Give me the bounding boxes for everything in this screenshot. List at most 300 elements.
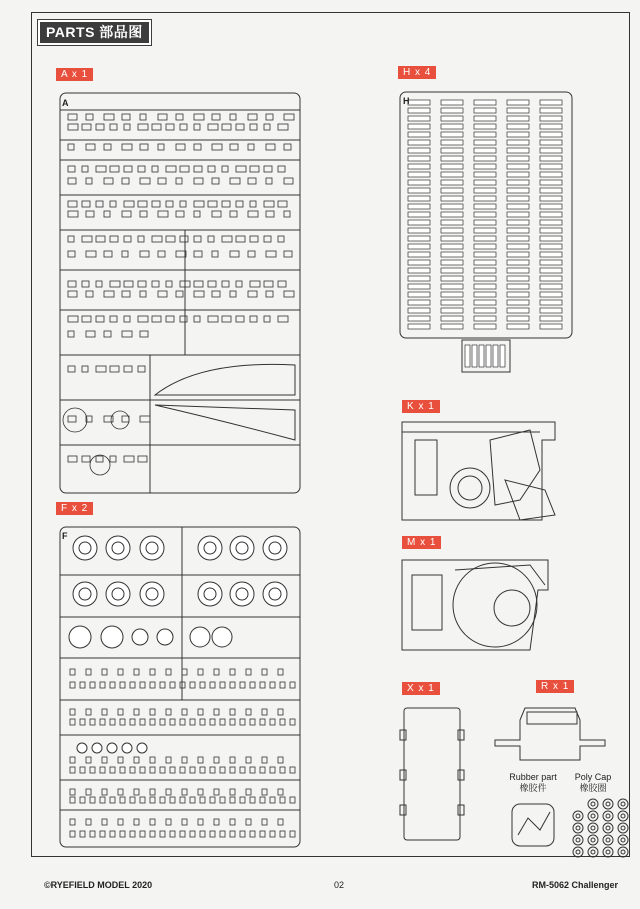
track-link — [441, 300, 463, 305]
sprue-m-frame — [402, 560, 548, 650]
sprue-a-part — [180, 166, 189, 172]
sprue-f-part — [182, 789, 187, 795]
sprue-f-part — [270, 797, 275, 803]
track-link — [474, 132, 496, 137]
sprue-f-part — [250, 682, 255, 688]
sprue-f-part — [230, 767, 235, 773]
track-link — [408, 268, 430, 273]
sprue-a-part — [236, 316, 244, 322]
sprue-a-part — [152, 166, 158, 172]
road-wheel-hub — [112, 542, 124, 554]
sprue-f-part — [150, 789, 155, 795]
sprue-a-part — [264, 236, 271, 242]
idler-ring — [190, 627, 210, 647]
road-wheel-hub — [236, 542, 248, 554]
sprue-f-part — [200, 719, 205, 725]
sprue-f-part — [230, 709, 235, 715]
poly-cap-hole — [621, 826, 625, 830]
sprue-a-part — [152, 236, 162, 242]
poly-cap-label: Poly Cap 橡胶圈 — [574, 772, 612, 793]
sprue-a-part — [222, 124, 231, 130]
sprue-h-qty: H x 4 — [398, 66, 436, 79]
sprue-f-part — [80, 831, 85, 837]
sprue-f-letter: F — [62, 531, 68, 541]
sprue-a-qty: A x 1 — [56, 68, 93, 81]
track-link — [540, 220, 562, 225]
sprue-f-part — [100, 797, 105, 803]
track-link — [408, 212, 430, 217]
track-link — [441, 292, 463, 297]
sprue-a-part — [180, 124, 187, 130]
track-link — [408, 276, 430, 281]
small-wheel — [77, 743, 87, 753]
sprue-a-part — [230, 251, 239, 257]
sprue-a-part — [284, 211, 290, 217]
sprue-f-part — [278, 789, 283, 795]
sprue-a-part — [152, 281, 159, 287]
sprue-a-part — [96, 316, 104, 322]
sprue-f-qty: F x 2 — [56, 502, 93, 515]
sprue-a-part — [82, 236, 92, 242]
sprue-f-part — [260, 767, 265, 773]
sprue-f-part — [70, 757, 75, 763]
sprue-f-part — [70, 767, 75, 773]
sprue-a-part — [68, 178, 76, 184]
track-link — [474, 236, 496, 241]
sprue-a-parts — [63, 114, 294, 475]
track-link — [441, 316, 463, 321]
sprue-f-part — [102, 819, 107, 825]
poly-cap — [573, 835, 583, 845]
sprue-f-part — [280, 767, 285, 773]
sprue-a-part — [138, 124, 148, 130]
poly-cap-hole — [591, 850, 595, 854]
sprue-a-part — [86, 211, 94, 217]
sprue-f-part — [214, 789, 219, 795]
sprue-f-part — [278, 709, 283, 715]
sprue-a-part — [230, 178, 240, 184]
track-link — [408, 156, 430, 161]
track-link — [408, 172, 430, 177]
sprue-r-frame — [495, 708, 605, 760]
track-link — [540, 268, 562, 273]
sprue-f-part — [110, 719, 115, 725]
sprue-a-part — [140, 114, 146, 120]
sprue-a-part — [208, 281, 216, 287]
sprue-f-part — [102, 757, 107, 763]
sprue-f-part — [180, 719, 185, 725]
sprue-a-part — [194, 124, 200, 130]
track-link — [474, 228, 496, 233]
sprue-f-part — [240, 831, 245, 837]
track-link — [540, 180, 562, 185]
sprue-a-part — [222, 236, 232, 242]
track-link — [540, 164, 562, 169]
sprue-a-part — [68, 211, 78, 217]
sprue-f-part — [150, 831, 155, 837]
sprue-f-part — [290, 767, 295, 773]
track-link — [507, 132, 529, 137]
sprue-a-part — [124, 201, 134, 207]
sprue-f-part — [190, 767, 195, 773]
sprue-a-part — [266, 251, 276, 257]
sprue-f-part — [150, 669, 155, 675]
sprue-f-part — [70, 669, 75, 675]
sprue-f-part — [166, 789, 171, 795]
sprue-a-part — [180, 236, 188, 242]
sprue-a-part — [63, 408, 87, 432]
sprue-a-part — [284, 291, 294, 297]
sprue-a-part — [266, 178, 272, 184]
track-link — [474, 140, 496, 145]
sprue-f-part — [70, 789, 75, 795]
sprue-f-part — [100, 767, 105, 773]
poly-cap-hole — [591, 826, 595, 830]
track-link — [408, 292, 430, 297]
sprue-a-part — [236, 201, 243, 207]
track-link — [474, 252, 496, 257]
sprue-f-part — [230, 819, 235, 825]
sprue-a-part — [138, 456, 147, 462]
track-link — [441, 188, 463, 193]
poly-cap — [588, 811, 598, 821]
sprue-f-part — [280, 797, 285, 803]
poly-cap-hole — [576, 850, 580, 854]
sprue-f-part — [280, 719, 285, 725]
sprue-a-part — [140, 331, 148, 337]
sprue-a-part — [96, 166, 106, 172]
track-link — [507, 284, 529, 289]
sprue-f-part — [130, 831, 135, 837]
sprue-f-part — [250, 797, 255, 803]
track-link — [507, 268, 529, 273]
sprue-a-part — [68, 124, 78, 130]
road-wheel-hub — [79, 588, 91, 600]
sprue-f-part — [210, 797, 215, 803]
sprue-f-part — [86, 789, 91, 795]
drive-sprocket — [132, 629, 148, 645]
sprue-f-part — [262, 757, 267, 763]
sprue-a-part — [138, 281, 146, 287]
track-link — [474, 124, 496, 129]
sprue-a-part — [250, 281, 260, 287]
track-link — [441, 324, 463, 329]
sprue-a-part — [122, 251, 128, 257]
track-link — [540, 148, 562, 153]
sprue-a-part — [96, 456, 103, 462]
sprue-a-part — [222, 201, 230, 207]
sprue-f-part — [160, 831, 165, 837]
track-link-spare — [500, 345, 505, 367]
sprue-f-part — [70, 682, 75, 688]
track-link — [507, 244, 529, 249]
track-link — [507, 196, 529, 201]
track-link — [441, 260, 463, 265]
sprue-f-part — [118, 709, 123, 715]
track-link — [540, 244, 562, 249]
sprue-a-part — [194, 236, 201, 242]
track-link — [507, 156, 529, 161]
sprue-a-part — [250, 316, 257, 322]
track-link — [441, 308, 463, 313]
sprue-a-part — [140, 178, 150, 184]
sprue-f-part — [278, 669, 283, 675]
track-link — [540, 284, 562, 289]
sprue-a-part — [110, 456, 116, 462]
sprue-f-part — [90, 682, 95, 688]
sprue-a-part — [212, 178, 219, 184]
sprue-a-part — [278, 124, 288, 130]
track-link — [540, 100, 562, 105]
sprue-a-part — [212, 211, 221, 217]
sprue-f-part — [90, 719, 95, 725]
sprue-f-part — [130, 797, 135, 803]
track-link — [507, 260, 529, 265]
sprue-a-part — [248, 178, 256, 184]
sprue-f-part — [230, 797, 235, 803]
track-link — [540, 292, 562, 297]
poly-cap — [573, 811, 583, 821]
sprue-a-part — [68, 281, 76, 287]
sprue-k-frame — [402, 422, 555, 520]
sprue-f-part — [250, 831, 255, 837]
sprue-f-part — [160, 682, 165, 688]
track-link — [507, 140, 529, 145]
sprue-a-part — [82, 124, 91, 130]
sprue-h-tracks — [408, 100, 562, 367]
poly-cap-hole — [591, 838, 595, 842]
track-link-spare — [486, 345, 491, 367]
track-link — [474, 316, 496, 321]
track-link — [507, 300, 529, 305]
sprue-a-part — [284, 178, 293, 184]
sprue-a-part — [222, 316, 231, 322]
sprue-f-part — [118, 757, 123, 763]
sprue-x-frame — [400, 708, 464, 840]
track-link — [474, 300, 496, 305]
sprue-a-part — [140, 291, 146, 297]
track-link-spare — [479, 345, 484, 367]
sprue-a-part — [82, 281, 89, 287]
sprue-a-part — [82, 456, 90, 462]
sprue-f-part — [270, 831, 275, 837]
road-wheel-hub — [112, 588, 124, 600]
sprue-a-part — [278, 281, 286, 287]
sprue-f-part — [86, 819, 91, 825]
sprue-f-part — [190, 682, 195, 688]
sprue-f-part — [80, 682, 85, 688]
track-link — [507, 172, 529, 177]
sprue-f-part — [160, 719, 165, 725]
sprue-h-letter: H — [403, 96, 410, 106]
track-link — [441, 204, 463, 209]
sprue-a-part — [264, 166, 272, 172]
poly-cap — [573, 847, 583, 857]
sprue-a-part — [96, 281, 102, 287]
road-wheel-hub — [236, 588, 248, 600]
sprue-f-part — [260, 831, 265, 837]
sprue-a-part — [68, 166, 75, 172]
track-link — [540, 300, 562, 305]
poly-cap-hole — [606, 838, 610, 842]
poly-cap — [588, 847, 598, 857]
sprue-a-part — [158, 211, 168, 217]
sprue-f-part — [260, 797, 265, 803]
track-link — [408, 124, 430, 129]
sprue-f-part — [86, 757, 91, 763]
track-link — [408, 164, 430, 169]
sprue-a-part — [264, 281, 273, 287]
track-link — [441, 116, 463, 121]
sprue-f-part — [182, 757, 187, 763]
sprue-f-part — [250, 719, 255, 725]
road-wheel-hub — [269, 588, 281, 600]
poly-cap — [618, 799, 628, 809]
sprue-f-part — [290, 719, 295, 725]
sprue-a-part — [230, 114, 236, 120]
sprue-f-part — [86, 669, 91, 675]
sprue-a-part — [180, 316, 187, 322]
track-link — [474, 212, 496, 217]
sprue-f-part — [80, 797, 85, 803]
sprue-f-part — [262, 669, 267, 675]
sprue-f-part — [190, 831, 195, 837]
track-link — [507, 236, 529, 241]
track-link — [408, 108, 430, 113]
track-link — [408, 196, 430, 201]
sprue-f-part — [102, 789, 107, 795]
sprue-a-part — [250, 201, 256, 207]
track-link — [540, 252, 562, 257]
track-link — [540, 324, 562, 329]
sprue-a-part — [284, 114, 294, 120]
sprue-a-part — [104, 291, 114, 297]
sprue-f-part — [170, 719, 175, 725]
sprue-f-part — [270, 767, 275, 773]
sprue-a-part — [68, 114, 77, 120]
track-link-spare — [493, 345, 498, 367]
poly-cap — [618, 811, 628, 821]
track-link — [408, 100, 430, 105]
sprue-f-part — [140, 682, 145, 688]
sprue-a-part — [122, 178, 129, 184]
sprue-a-part — [86, 178, 92, 184]
track-link — [507, 324, 529, 329]
sprue-f-part — [200, 797, 205, 803]
sprue-a-part — [104, 331, 111, 337]
sprue-a-letter: A — [62, 98, 69, 108]
small-wheel — [107, 743, 117, 753]
road-wheel-hub — [269, 542, 281, 554]
sprue-a-part — [110, 236, 118, 242]
track-link — [507, 124, 529, 129]
sprue-f-part — [134, 757, 139, 763]
sprue-a-part — [124, 281, 133, 287]
sprue-a-part — [194, 211, 200, 217]
track-link — [507, 148, 529, 153]
road-wheel-hub — [146, 542, 158, 554]
track-link — [441, 140, 463, 145]
poly-cap — [588, 835, 598, 845]
sprue-a-part — [104, 211, 110, 217]
track-link — [441, 172, 463, 177]
track-link — [408, 148, 430, 153]
sprue-a-part — [104, 144, 111, 150]
sprue-a-part — [266, 144, 275, 150]
track-link — [441, 164, 463, 169]
sprue-a-part — [86, 331, 95, 337]
sprue-f-part — [120, 682, 125, 688]
sprue-a-part — [194, 114, 204, 120]
sprue-f-part — [198, 789, 203, 795]
sprue-a-part — [124, 166, 132, 172]
track-link — [540, 212, 562, 217]
sprue-f-part — [270, 719, 275, 725]
sprue-a-part — [264, 316, 270, 322]
sprue-f-part — [230, 682, 235, 688]
poly-cap-hole — [576, 826, 580, 830]
track-link — [408, 116, 430, 121]
sprue-a-part — [166, 201, 173, 207]
sprue-a-part — [104, 178, 113, 184]
sprue-f-part — [70, 819, 75, 825]
track-link — [507, 220, 529, 225]
track-link — [441, 148, 463, 153]
sprue-f-part — [278, 819, 283, 825]
track-link — [408, 316, 430, 321]
sprue-f-part — [150, 719, 155, 725]
sprue-a-part — [110, 316, 117, 322]
sprue-a-part — [68, 236, 74, 242]
track-link — [507, 252, 529, 257]
idler-ring — [212, 627, 232, 647]
track-link — [507, 100, 529, 105]
track-link — [540, 308, 562, 313]
sprue-f-part — [240, 719, 245, 725]
sprue-a-part — [194, 316, 200, 322]
sprue-a-part — [222, 166, 228, 172]
track-link — [540, 204, 562, 209]
sprue-f-part — [90, 831, 95, 837]
sprue-a-part — [266, 211, 274, 217]
sprue-a-part — [68, 251, 75, 257]
track-link — [540, 156, 562, 161]
sprue-f-part — [220, 831, 225, 837]
track-link — [540, 124, 562, 129]
sprue-a-part — [86, 114, 93, 120]
sprue-f-part — [262, 709, 267, 715]
poly-cap — [618, 835, 628, 845]
product-code: RM-5062 Challenger — [532, 880, 619, 890]
track-link-spare — [472, 345, 477, 367]
sprue-f-part — [80, 767, 85, 773]
sprue-f-part — [270, 682, 275, 688]
sprue-f-part — [134, 819, 139, 825]
sprue-a-part — [152, 124, 161, 130]
poly-cap-hole — [606, 814, 610, 818]
sprue-f-part — [182, 819, 187, 825]
sprue-f-part — [190, 719, 195, 725]
track-link — [474, 188, 496, 193]
sprue-a-part — [284, 251, 292, 257]
sprue-f-part — [150, 757, 155, 763]
track-link — [540, 116, 562, 121]
sprue-a-part — [194, 166, 202, 172]
track-link — [507, 228, 529, 233]
sprue-a-part — [124, 366, 132, 372]
sprue-a-part — [140, 251, 149, 257]
track-link — [474, 292, 496, 297]
